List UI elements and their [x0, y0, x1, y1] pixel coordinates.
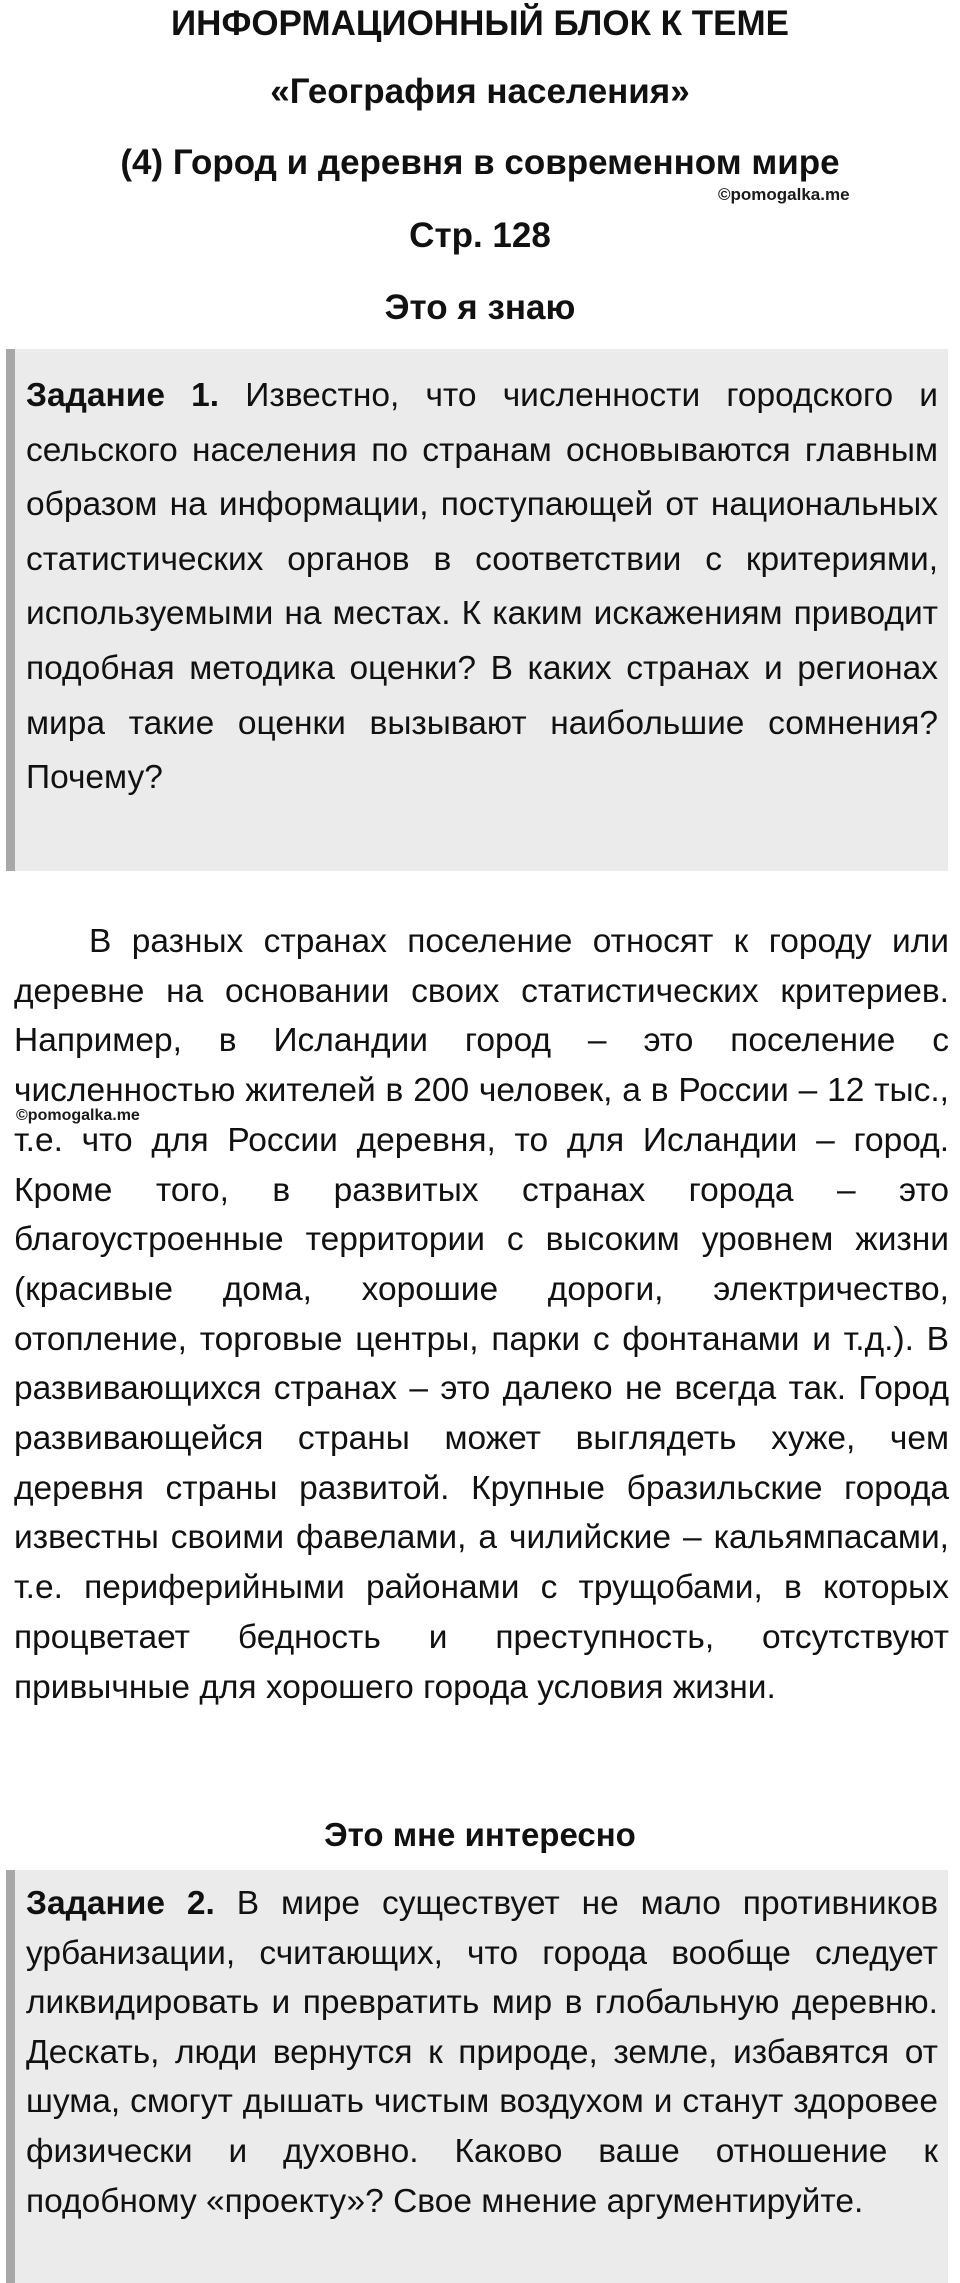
watermark-middle: ©pomogalka.me: [16, 1107, 140, 1124]
lesson-subtitle: (4) Город и деревня в современном мире: [120, 143, 840, 182]
answer-1: [14, 917, 949, 1712]
task-1-box: [6, 349, 948, 871]
task-1-label: Задание 1.: [26, 377, 220, 414]
task-1-question: Известно, что численности городского и сельского населения по странам основываются главным образом на информации, поступающей от национальных статистических органов в соответствии с критериями, используемыми на местах. К каким искажениям приводит подобная методика оценки? В каких странах и регионах мира такие оценки вызывают наибольшие сомнения? Почему?: [26, 377, 938, 797]
task-2-question: В мире существует не мало противников урбанизации, считающих, что города вообще следует ликвидировать и превратить мир в глобальную деревню. Дескать, люди вернутся к природе, земле, избавятся от шума, смогут дышать чистым воздухом и станут здоровее физически и духовно. Каково ваше отношение к подобному «проекту»? Свое мнение аргументируйте.: [26, 1885, 938, 2220]
answer-1-text: В разных странах поселение относят к городу или деревне на основании своих статистических критериев. Например, в Исландии город – это поселение с численностью жителей в 200 человек, а в России – 12 тыс., т.е. что для России деревня, то для Исландии – город. Кроме того, в развитых странах города – это благоустроенные территории с высоким уровнем жизни (красивые дома, хорошие дороги, электричество, отопление, торговые центры, парки с фонтанами и т.д.). В развивающихся странах – это далеко не всегда так. Город развивающейся страны может выглядеть хуже, чем деревня страны развитой. Крупные бразильские города известны своими фавелами, а чилийские – кальямпасами, т.е. периферийными районами с трущобами, в которых процветает бедность и преступность, отсутствуют привычные для хорошего города условия жизни.: [14, 923, 949, 1706]
task-2-box: [6, 1870, 948, 2283]
watermark-top: ©pomogalka.me: [718, 185, 850, 204]
task-1-text: [26, 369, 938, 806]
section-heading-know: Это я знаю: [384, 288, 576, 327]
task-2-label: Задание 2.: [26, 1885, 215, 1922]
topic-title: «География населения»: [270, 72, 690, 111]
page-number: Стр. 128: [409, 216, 551, 255]
block-title: ИНФОРМАЦИОННЫЙ БЛОК К ТЕМЕ: [171, 4, 789, 43]
task-2-text: [26, 1879, 938, 2226]
section-heading-interesting: Это мне интересно: [324, 1816, 636, 1853]
